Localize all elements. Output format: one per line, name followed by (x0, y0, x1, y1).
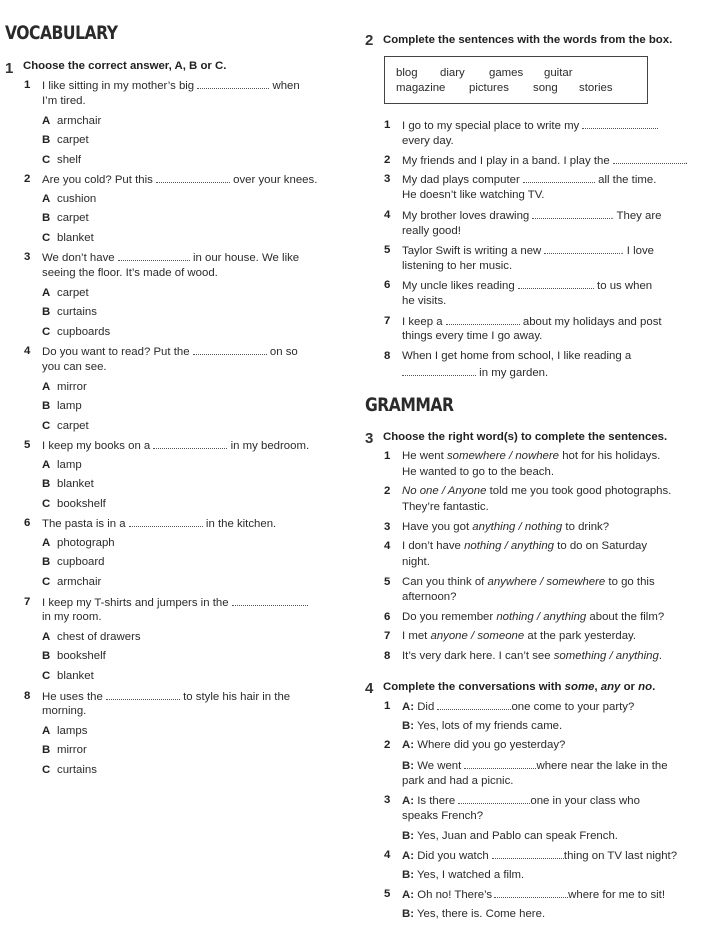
ex3-question-7: 7 (384, 630, 391, 642)
word-choice[interactable]: somewhere / nowhere (446, 450, 560, 462)
ex1-q2-text: Are you cold? Put this over your knees. (42, 174, 318, 186)
ex1-q4-text: Do you want to read? Put the on so (42, 346, 298, 358)
ex2-q8-text: When I get home from school, I like reading a (402, 350, 632, 362)
answer-blank[interactable] (153, 438, 227, 449)
ex2-q1-line2: every day. (402, 135, 454, 147)
ex2-question-2: 2 (384, 154, 391, 166)
option-a[interactable]: A lamp (42, 459, 82, 471)
answer-blank[interactable] (582, 118, 658, 129)
ex1-question-3: 3 (24, 251, 31, 263)
option-c[interactable]: C bookshelf (42, 498, 106, 510)
option-a[interactable]: A cushion (42, 193, 97, 205)
ex4-q2-b-line2: park and had a picnic. (402, 775, 514, 787)
ex1-q1-line2: I’m tired. (42, 95, 86, 107)
option-c[interactable]: C blanket (42, 232, 94, 244)
ex2-q7-text: I keep a about my holidays and post (402, 316, 662, 328)
ex4-q1-a: A: Did one come to your party? (402, 701, 635, 713)
word-stories: stories (579, 82, 613, 94)
ex3-q2-text: No one / Anyone told me you took good photographs. (402, 485, 672, 497)
option-a[interactable]: A armchair (42, 115, 102, 127)
word-magazine: magazine (396, 82, 446, 94)
option-c[interactable]: C blanket (42, 670, 94, 682)
ex2-q6-text: My uncle likes reading to us when (402, 280, 653, 292)
answer-blank[interactable] (437, 699, 511, 710)
vocabulary-heading: VOCABULARY (5, 22, 118, 44)
word-blog: blog (396, 67, 418, 79)
ex3-q1-line2: He wanted to go to the beach. (402, 466, 554, 478)
answer-blank[interactable] (232, 595, 308, 606)
option-a[interactable]: A carpet (42, 287, 89, 299)
word-box (384, 56, 648, 104)
ex3-q3-text: Have you got anything / nothing to drink? (402, 521, 610, 533)
ex2-question-1: 1 (384, 119, 391, 131)
exercise-3-instruction: Choose the right word(s) to complete the sentences. (383, 431, 668, 443)
answer-blank[interactable] (494, 887, 568, 898)
option-a[interactable]: A photograph (42, 537, 115, 549)
ex1-question-1: 1 (24, 79, 31, 91)
ex4-q1-b: B: Yes, lots of my friends came. (402, 720, 563, 732)
word-choice[interactable]: anywhere / somewhere (487, 576, 606, 588)
word-games: games (489, 67, 524, 79)
ex1-q1-text: I like sitting in my mother’s big when (42, 80, 300, 92)
ex1-question-8: 8 (24, 690, 31, 702)
option-b[interactable]: B bookshelf (42, 650, 106, 662)
exercise-1-number: 1 (5, 60, 14, 77)
exercise-2-instruction: Complete the sentences with the words from the box. (383, 34, 673, 46)
ex1-q6-text: The pasta is in a in the kitchen. (42, 518, 277, 530)
answer-blank[interactable] (446, 314, 520, 325)
word-choice[interactable]: something / anything (553, 650, 659, 662)
ex1-q3-line2: seeing the floor. It’s made of wood. (42, 267, 218, 279)
exercise-3-number: 3 (365, 430, 374, 447)
ex3-q5-line2: afternoon? (402, 591, 457, 603)
ex3-q1-text: He went somewhere / nowhere hot for his holidays. (402, 450, 661, 462)
ex1-q5-text: I keep my books on a in my bedroom. (42, 440, 310, 452)
ex3-q6-text: Do you remember nothing / anything about the film? (402, 611, 665, 623)
option-b[interactable]: B curtains (42, 306, 97, 318)
ex2-q6-line2: he visits. (402, 295, 447, 307)
word-choice[interactable]: anyone / someone (430, 630, 525, 642)
ex2-question-3: 3 (384, 173, 391, 185)
answer-blank[interactable] (106, 689, 180, 700)
ex2-q4-line2: really good! (402, 225, 461, 237)
ex2-question-4: 4 (384, 209, 391, 221)
answer-blank[interactable] (518, 278, 594, 289)
ex3-q2-line2: They’re fantastic. (402, 501, 489, 513)
ex2-q5-text: Taylor Swift is writing a new . I love (402, 245, 654, 257)
exercise-1-instruction: Choose the correct answer, A, B or C. (23, 60, 227, 72)
exercise-4-number: 4 (365, 680, 374, 697)
ex4-question-3: 3 (384, 794, 391, 806)
ex4-q3-b: B: Yes, Juan and Pablo can speak French. (402, 830, 618, 842)
word-choice[interactable]: nothing / anything (496, 611, 587, 623)
ex3-q5-text: Can you think of anywhere / somewhere to go this (402, 576, 655, 588)
ex3-question-1: 1 (384, 450, 391, 462)
ex2-question-8: 8 (384, 350, 391, 362)
ex3-question-2: 2 (384, 485, 391, 497)
ex1-q7-line2: in my room. (42, 611, 102, 623)
word-choice[interactable]: anything / nothing (472, 521, 563, 533)
ex4-q5-b: B: Yes, there is. Come here. (402, 908, 546, 920)
option-b[interactable]: B carpet (42, 134, 89, 146)
grammar-heading: GRAMMAR (365, 394, 454, 416)
ex2-q8-line2: in my garden. (402, 365, 548, 380)
answer-blank[interactable] (544, 243, 620, 254)
exercise-2-number: 2 (365, 32, 374, 49)
ex1-question-6: 6 (24, 517, 31, 529)
answer-blank[interactable] (523, 172, 595, 183)
ex1-q8-text: He uses the to style his hair in the (42, 691, 291, 703)
ex4-q4-a: A: Did you watch thing on TV last night? (402, 850, 678, 862)
ex2-q4-text: My brother loves drawing . They are (402, 210, 662, 222)
ex1-q7-text: I keep my T-shirts and jumpers in the (42, 595, 308, 610)
word-diary: diary (440, 67, 465, 79)
option-c[interactable]: C shelf (42, 154, 82, 166)
ex4-q2-b: B: We went where near the lake in the (402, 760, 668, 772)
ex4-q3-a: A: Is there one in your class who (402, 795, 640, 807)
answer-blank[interactable] (156, 172, 230, 183)
ex4-question-1: 1 (384, 700, 391, 712)
option-b[interactable]: B blanket (42, 478, 94, 490)
option-a[interactable]: A mirror (42, 381, 87, 393)
option-c[interactable]: C cupboards (42, 326, 111, 338)
ex1-q4-line2: you can see. (42, 361, 107, 373)
ex3-q4-text: I don’t have nothing / anything to do on Saturday (402, 540, 648, 552)
answer-blank[interactable] (197, 78, 269, 89)
ex4-q5-a: A: Oh no! There’s where for me to sit! (402, 889, 665, 901)
option-c[interactable]: C armchair (42, 576, 102, 588)
ex1-question-7: 7 (24, 596, 31, 608)
exercise-4-instruction: Complete the conversations with some, any or no. (383, 681, 656, 693)
ex3-question-3: 3 (384, 521, 391, 533)
option-b[interactable]: B cupboard (42, 556, 105, 568)
answer-blank[interactable] (458, 793, 530, 804)
option-b[interactable]: B mirror (42, 744, 87, 756)
answer-blank[interactable] (492, 848, 564, 859)
word-choice[interactable]: nothing / anything (464, 540, 554, 552)
ex1-question-4: 4 (24, 345, 31, 357)
option-c[interactable]: C carpet (42, 420, 89, 432)
ex1-question-5: 5 (24, 439, 31, 451)
ex3-q4-line2: night. (402, 556, 430, 568)
ex2-q3-line2: He doesn’t like watching TV. (402, 189, 545, 201)
word-pictures: pictures (469, 82, 509, 94)
ex2-q7-line2: things every time I go away. (402, 330, 543, 342)
option-b[interactable]: B carpet (42, 212, 89, 224)
answer-blank[interactable] (464, 758, 536, 769)
option-a[interactable]: A chest of drawers (42, 631, 141, 643)
answer-blank[interactable] (118, 250, 190, 261)
ex3-q8-text: It’s very dark here. I can’t see something / anything. (402, 650, 663, 662)
option-c[interactable]: C curtains (42, 764, 97, 776)
ex3-question-8: 8 (384, 650, 391, 662)
ex4-q3-a-line2: speaks French? (402, 810, 484, 822)
answer-blank[interactable] (613, 153, 685, 164)
ex1-q3-text: We don’t have in our house. We like (42, 252, 300, 264)
option-a[interactable]: A lamps (42, 725, 88, 737)
ex4-question-2: 2 (384, 739, 391, 751)
ex4-q2-a: A: Where did you go yesterday? (402, 739, 566, 751)
ex4-question-5: 5 (384, 888, 391, 900)
answer-blank[interactable] (402, 365, 476, 376)
ex2-q3-text: My dad plays computer all the time. (402, 174, 657, 186)
ex3-question-5: 5 (384, 576, 391, 588)
ex3-question-6: 6 (384, 611, 391, 623)
word-guitar: guitar (544, 67, 573, 79)
ex2-q1-text: I go to my special place to write my (402, 118, 658, 133)
ex4-q4-b: B: Yes, I watched a film. (402, 869, 525, 881)
ex2-question-5: 5 (384, 244, 391, 256)
ex3-q7-text: I met anyone / someone at the park yesterday. (402, 630, 637, 642)
answer-blank[interactable] (129, 516, 203, 527)
ex2-question-6: 6 (384, 279, 391, 291)
ex2-q5-line2: listening to her music. (402, 260, 513, 272)
word-choice[interactable]: No one / Anyone (402, 485, 487, 497)
word-song: song (533, 82, 558, 94)
answer-blank[interactable] (193, 344, 267, 355)
ex3-question-4: 4 (384, 540, 391, 552)
ex4-question-4: 4 (384, 849, 391, 861)
ex2-question-7: 7 (384, 315, 391, 327)
option-b[interactable]: B lamp (42, 400, 82, 412)
ex1-question-2: 2 (24, 173, 31, 185)
answer-blank[interactable] (532, 208, 610, 219)
ex2-q2-text: My friends and I play in a band. I play the . (402, 155, 688, 167)
ex1-q8-line2: morning. (42, 705, 87, 717)
